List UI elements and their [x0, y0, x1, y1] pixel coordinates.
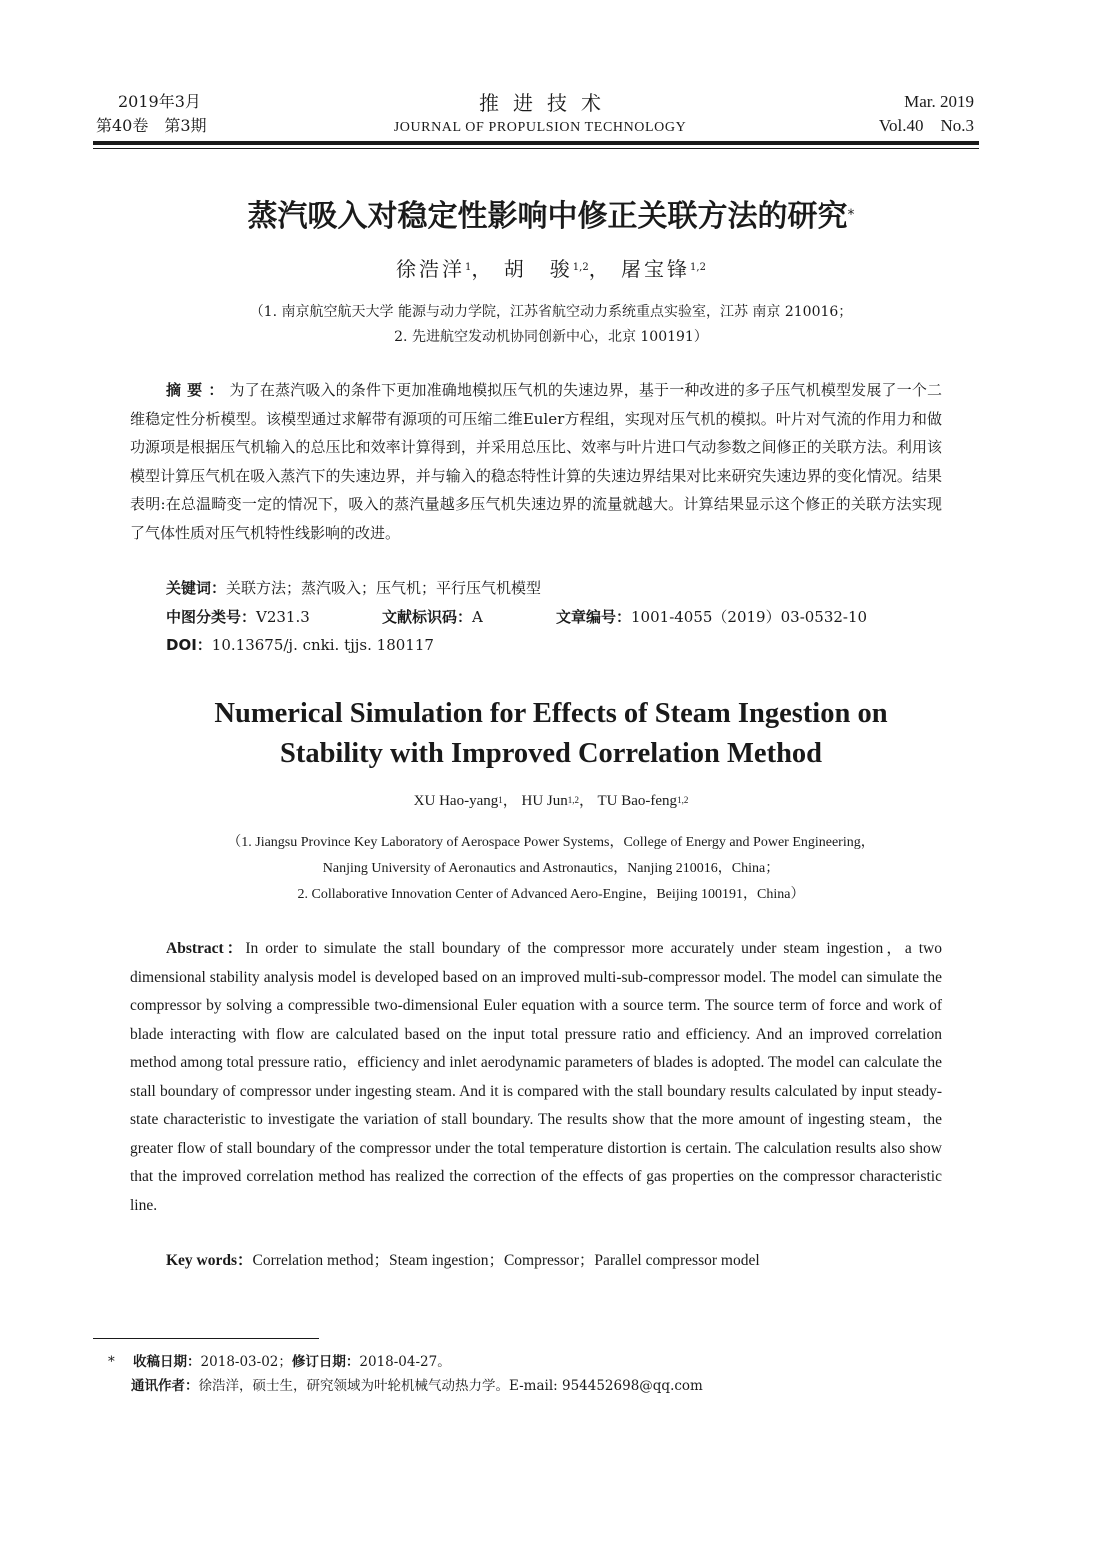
abstract-cn	[130, 376, 942, 547]
header-date-cn: 2019年3月	[118, 92, 201, 111]
author-cn-name: 屠宝锋	[621, 257, 691, 281]
affiliation-line: （1. 南京航空航天大学 能源与动力学院，江苏省航空动力系统重点实验室，江苏 南京 210016；	[249, 304, 853, 320]
affiliation-line: 2. Collaborative Innovation Center of Advanced Aero-Engine，Beijing 100191，China）	[297, 887, 805, 902]
header-volume-cn: 第40卷 第3期	[96, 116, 207, 135]
author-cn-affil: 1	[465, 262, 472, 273]
paper-title-cn	[60, 196, 1042, 238]
header-right	[879, 90, 974, 138]
author-cn-affil: 1,2	[572, 262, 589, 273]
title-footnote-mark: *	[847, 207, 855, 223]
corresponding-text: 徐浩洋，硕士生，研究领域为叶轮机械气动热力学。E-mail: 954452698@qq.com	[198, 1378, 703, 1394]
author-en-name: TU Bao-feng	[597, 793, 678, 809]
doi-value[interactable]: 10.13675/j. cnki. tjjs. 180117	[211, 636, 434, 654]
clc-value: V231.3	[256, 608, 310, 626]
author-en-affil: 1,2	[677, 795, 689, 805]
doc-code-label: 文献标识码：	[382, 608, 473, 626]
doi-label: DOI：	[166, 636, 212, 654]
affiliation-line: （1. Jiangsu Province Key Laboratory of Aerospace Power Systems，College of Energy and Power Engineering，	[227, 835, 875, 850]
header-left	[96, 90, 207, 138]
article-number-row	[556, 603, 867, 631]
header-rule-thick	[93, 141, 979, 145]
clc-label: 中图分类号：	[166, 608, 257, 626]
abstract-cn-label: 摘要：	[166, 381, 230, 399]
authors-en: XU Hao-yang$^1$， HU Jun$^{1,2}$， TU Bao-feng$^{1,2}$	[413, 793, 689, 809]
paper-title-en-line: Numerical Simulation for Effects of Steam Ingestion on	[214, 698, 888, 729]
article-number-value: 1001-4055（2019）03-0532-10	[631, 608, 868, 626]
author-en-affil: 1	[498, 795, 503, 805]
author-en-affil: 1,2	[567, 795, 580, 805]
keywords-en	[166, 1247, 760, 1275]
footnote-corresponding	[131, 1374, 703, 1398]
classification-row	[166, 603, 310, 631]
abstract-cn-text: 为了在蒸汽吸入的条件下更加准确地模拟压气机的失速边界，基于一种改进的多子压气机模型发展了一个二维稳定性分析模型。该模型通过求解带有源项的可压缩二维Euler方程组，实现对压气机的模拟。叶片对气流的作用力和做功源项是根据压气机输入的总压比和效率计算得到，并采用总压比、效率与叶片进口气动参数之间修正的关联方法。利用该模型计算压气机在吸入蒸汽下的失速边界，并与输入的稳态特性计算的失速边界结果对比来研究失速边界的变化情况。结果表明:在总温畸变一定的情况下，吸入的蒸汽量越多压气机失速边界的流量就越大。计算结果显示这个修正的关联方法实现了气体性质对压气机特性线影响的改进。	[130, 381, 942, 542]
article-number-label: 文章编号：	[556, 608, 632, 626]
authors-cn: 徐浩洋$^1$， 胡 骏$^{1,2}$， 屠宝锋$^{1,2}$	[396, 257, 706, 281]
header-rule-thin	[93, 148, 979, 149]
received-label: 收稿日期：	[133, 1354, 201, 1370]
journal-name-cn: 推进技术	[479, 91, 615, 115]
doc-code-value: A	[472, 608, 483, 626]
paper-title-cn-text: 蒸汽吸入对稳定性影响中修正关联方法的研究	[247, 199, 848, 234]
keywords-cn	[166, 574, 541, 602]
keywords-en-label: Key words：	[166, 1252, 253, 1269]
doi-row	[166, 631, 434, 659]
abstract-en-text: In order to simulate the stall boundary of the compressor more accurately under steam ingestion，a two dimensional stability analysis model is developed based on an improved multi-sub-compressor model. The model can simulate the compressor by solving a compressible two-dimensional Euler equation with a source term. The source term of force and work of blade interacting with flow are calculated based on the input total pressure ratio and efficiency. And an improved correlation method among total pressure ratio，efficiency and inlet aerodynamic parameters of blades is adopted. The model can calculate the stall boundary of compressor under ingesting steam. And it is compared with the stall boundary results calculated by input steady-state characteristic to investigate the variation of stall boundary. The results show that the more amount of ingesting steam，the greater flow of stall boundary of the compressor under the total temperature distortion is certain. The calculation results also show that the improved correlation method has realized the correction of the effects of gas properties on the compressor characteristic line.	[130, 940, 942, 1214]
abstract-en	[130, 935, 942, 1220]
received-date: 2018-03-02；	[200, 1354, 292, 1370]
affiliations-cn	[60, 300, 1042, 350]
author-cn-affil: 1,2	[690, 262, 706, 273]
keywords-cn-label: 关键词：	[166, 579, 227, 597]
paper-title-en	[60, 694, 1042, 774]
header-volume-en: Vol.40 No.3	[878, 116, 974, 135]
keywords-en-text: Correlation method；Steam ingestion；Compressor；Parallel compressor model	[252, 1252, 760, 1269]
corresponding-label: 通讯作者：	[131, 1378, 199, 1394]
author-en-name: XU Hao-yang	[413, 793, 499, 809]
paper-title-en-line: Stability with Improved Correlation Method	[279, 738, 823, 769]
footnote-mark: *	[108, 1354, 115, 1370]
author-cn-name: 胡 骏	[503, 257, 573, 281]
header-date-en: Mar. 2019	[904, 92, 974, 111]
author-cn-name: 徐浩洋	[396, 257, 466, 281]
author-en-name: HU Jun	[521, 793, 568, 809]
keywords-cn-text: 关联方法；蒸汽吸入；压气机；平行压气机模型	[226, 579, 542, 597]
footnote-rule	[93, 1338, 319, 1339]
revised-label: 修订日期：	[291, 1354, 360, 1370]
affiliation-line: 2. 先进航空发动机协同创新中心，北京 100191）	[394, 329, 708, 345]
affiliation-line: Nanjing University of Aeronautics and Astronautics，Nanjing 210016，China；	[322, 861, 780, 876]
affiliations-en	[60, 830, 1042, 908]
footnote-dates	[108, 1350, 451, 1374]
doc-code-row	[382, 603, 483, 631]
abstract-en-label: Abstract：	[166, 940, 246, 957]
journal-name-en: JOURNAL OF PROPULSION TECHNOLOGY	[393, 120, 687, 135]
revised-date: 2018-04-27。	[359, 1354, 451, 1370]
header-journal	[330, 90, 750, 138]
